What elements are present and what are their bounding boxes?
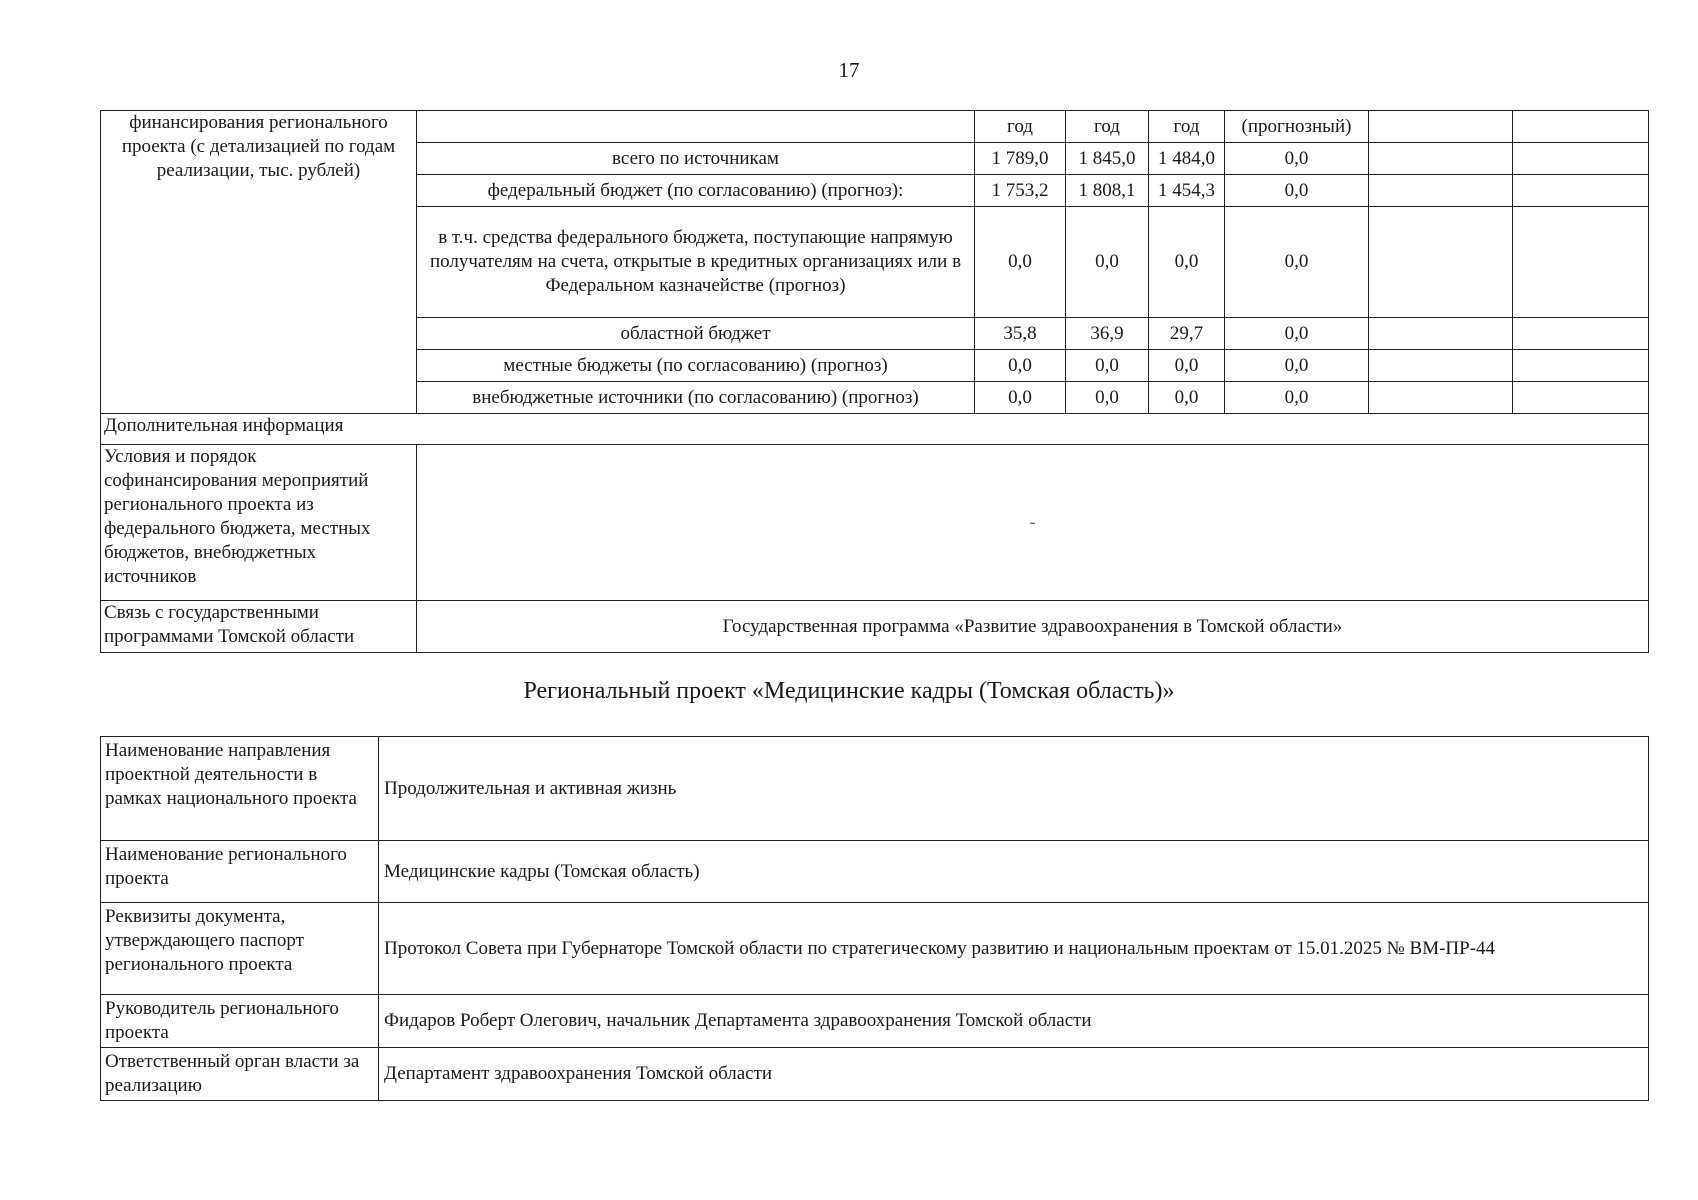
finance-source: федеральный бюджет (по согласованию) (прогноз):	[417, 175, 975, 207]
finance-value: 0,0	[1149, 382, 1225, 414]
finance-source: местные бюджеты (по согласованию) (прогноз)	[417, 350, 975, 382]
finance-value: 0,0	[1066, 207, 1149, 318]
finance-source: областной бюджет	[417, 318, 975, 350]
finance-source: в т.ч. средства федерального бюджета, поступающие напрямую получателям на счета, открытые в кредитных организациях или в Федеральном казначействе (прогноз)	[417, 207, 975, 318]
cofinancing-label: Условия и порядок софинансирования мероприятий регионального проекта из федерального бюджета, местных бюджетов, внебюджетных источников	[101, 445, 417, 601]
finance-table	[100, 110, 1649, 653]
section-title: Региональный проект «Медицинские кадры (Томская область)»	[523, 678, 1175, 704]
finance-value	[1369, 382, 1513, 414]
finance-source: всего по источникам	[417, 143, 975, 175]
passport-value: Медицинские кадры (Томская область)	[379, 841, 1649, 903]
finance-header-row	[101, 111, 1649, 143]
finance-value: 35,8	[975, 318, 1066, 350]
finance-value: 0,0	[1225, 318, 1369, 350]
passport-label: Наименование направления проектной деятельности в рамках национального проекта	[101, 737, 379, 841]
additional-info-heading: Дополнительная информация	[101, 414, 1649, 445]
passport-value: Департамент здравоохранения Томской области	[379, 1048, 1649, 1101]
passport-value: Продолжительная и активная жизнь	[379, 737, 1649, 841]
finance-value	[1369, 207, 1513, 318]
finance-source: внебюджетные источники (по согласованию) (прогноз)	[417, 382, 975, 414]
finance-value: 0,0	[1225, 350, 1369, 382]
passport-row	[101, 1048, 1649, 1101]
finance-value: 0,0	[975, 350, 1066, 382]
finance-value	[1513, 382, 1649, 414]
finance-value: 29,7	[1149, 318, 1225, 350]
programs-label: Связь с государственными программами Томской области	[101, 601, 417, 653]
finance-value: 0,0	[975, 207, 1066, 318]
passport-value: Протокол Совета при Губернаторе Томской области по стратегическому развитию и национальным проектам от 15.01.2025 № ВМ-ПР-44	[379, 903, 1649, 995]
finance-header-cell: (прогнозный)	[1225, 111, 1369, 143]
passport-label: Реквизиты документа, утверждающего паспорт регионального проекта	[101, 903, 379, 995]
finance-header-cell: год	[1066, 111, 1149, 143]
finance-value	[1369, 318, 1513, 350]
finance-header-cell: год	[975, 111, 1066, 143]
passport-value: Фидаров Роберт Олегович, начальник Департамента здравоохранения Томской области	[379, 995, 1649, 1048]
passport-row	[101, 903, 1649, 995]
cofinancing-value: -	[417, 445, 1649, 601]
finance-value: 0,0	[1066, 382, 1149, 414]
finance-value: 0,0	[1149, 350, 1225, 382]
finance-row-label: финансирования регионального проекта (с детализацией по годам реализации, тыс. рублей)	[101, 111, 417, 414]
finance-value	[1369, 143, 1513, 175]
finance-value	[1513, 143, 1649, 175]
finance-value	[1513, 350, 1649, 382]
passport-row	[101, 841, 1649, 903]
finance-value: 0,0	[1225, 207, 1369, 318]
programs-value: Государственная программа «Развитие здравоохранения в Томской области»	[417, 601, 1649, 653]
finance-value: 0,0	[1225, 382, 1369, 414]
finance-value	[1513, 207, 1649, 318]
finance-value: 0,0	[975, 382, 1066, 414]
passport-label: Ответственный орган власти за реализацию	[101, 1048, 379, 1101]
finance-value	[1369, 175, 1513, 207]
passport-table	[100, 736, 1649, 1101]
finance-value: 0,0	[1225, 175, 1369, 207]
finance-value: 0,0	[1066, 350, 1149, 382]
finance-header-cell	[1369, 111, 1513, 143]
additional-info-row	[101, 414, 1649, 445]
passport-label: Наименование регионального проекта	[101, 841, 379, 903]
finance-value: 1 789,0	[975, 143, 1066, 175]
page-number: 17	[838, 58, 860, 82]
cofinancing-row	[101, 445, 1649, 601]
finance-value	[1513, 318, 1649, 350]
programs-row	[101, 601, 1649, 653]
passport-row	[101, 995, 1649, 1048]
finance-value: 1 808,1	[1066, 175, 1149, 207]
finance-value	[1513, 175, 1649, 207]
passport-label: Руководитель регионального проекта	[101, 995, 379, 1048]
finance-value: 1 845,0	[1066, 143, 1149, 175]
finance-value	[1369, 350, 1513, 382]
finance-header-cell: год	[1149, 111, 1225, 143]
finance-value: 36,9	[1066, 318, 1149, 350]
finance-header-cell	[1513, 111, 1649, 143]
finance-value: 1 484,0	[1149, 143, 1225, 175]
finance-value: 1 753,2	[975, 175, 1066, 207]
finance-value: 1 454,3	[1149, 175, 1225, 207]
passport-row	[101, 737, 1649, 841]
finance-value: 0,0	[1225, 143, 1369, 175]
finance-header-blank	[417, 111, 975, 143]
finance-value: 0,0	[1149, 207, 1225, 318]
